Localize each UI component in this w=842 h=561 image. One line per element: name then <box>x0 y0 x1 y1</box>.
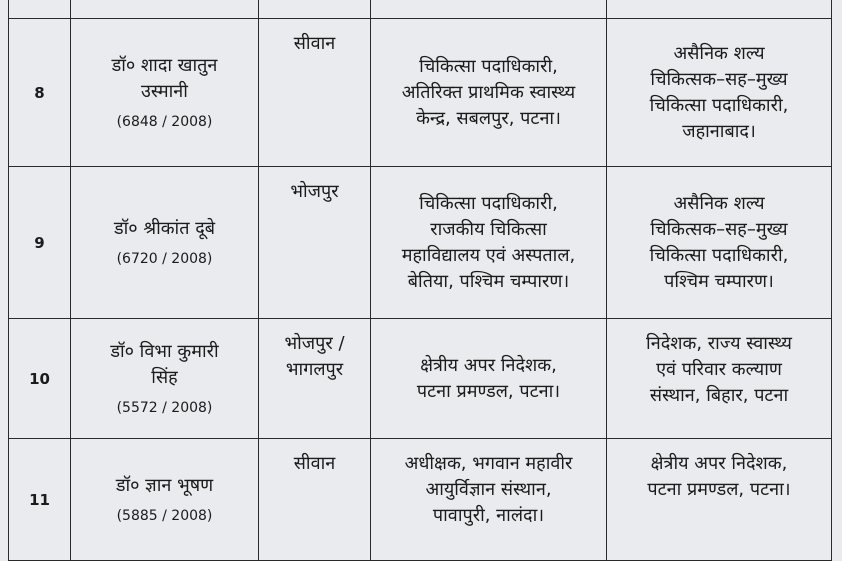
current-post-line: महाविद्यालय एवं अस्पताल, <box>401 244 576 266</box>
current-post-line: अतिरिक्त प्राथमिक स्वास्थ्य <box>401 81 576 103</box>
serial-number: 10 <box>9 319 71 439</box>
transfer-table <box>8 0 832 561</box>
current-post-line: आयुर्विज्ञान संस्थान, <box>425 479 552 500</box>
serial-number: 9 <box>9 167 71 319</box>
current-post-line: पटना प्रमण्डल, पटना। <box>416 380 561 402</box>
table-row <box>9 167 832 319</box>
current-post-cell <box>371 167 607 319</box>
officer-name-cell <box>71 439 259 561</box>
registration-number: (5572 / 2008) <box>116 399 213 416</box>
district-line: भोजपुर / <box>284 333 345 354</box>
new-post-line: क्षेत्रीय अपर निदेशक, <box>650 453 788 474</box>
current-post-cell <box>371 319 607 439</box>
home-district-cell <box>259 19 371 167</box>
new-post-line: चिकित्सा पदाधिकारी, <box>649 244 789 266</box>
home-district-cell <box>259 167 371 319</box>
current-post-line: पावापुरी, नालंदा। <box>432 505 545 526</box>
new-post-cell <box>607 19 832 167</box>
officer-name-line: सिंह <box>151 366 178 388</box>
officer-name-line: डॉ० शादा खातुन <box>111 54 218 76</box>
officer-name-line: उस्मानी <box>141 80 188 102</box>
district-line: भोजपुर <box>290 181 339 202</box>
home-district-cell <box>259 319 371 439</box>
registration-number: (6720 / 2008) <box>116 250 213 267</box>
table-row <box>9 439 832 561</box>
district-line: भागलपुर <box>285 359 344 380</box>
new-post-line: असैनिक शल्य <box>673 42 765 64</box>
officer-name-line: डॉ० ज्ञान भूषण <box>115 474 214 496</box>
officer-name-line: डॉ० विभा कुमारी <box>110 340 219 362</box>
serial-number: 11 <box>9 439 71 561</box>
table-row-top-stub <box>9 0 832 19</box>
table-row <box>9 19 832 167</box>
new-post-line: जहानाबाद। <box>682 120 756 142</box>
current-post-cell <box>371 439 607 561</box>
new-post-cell <box>607 439 832 561</box>
current-post-cell <box>371 19 607 167</box>
current-post-line: चिकित्सा पदाधिकारी, <box>419 55 558 77</box>
new-post-line: चिकित्सक–सह–मुख्य <box>650 68 788 90</box>
home-district-cell <box>259 439 371 561</box>
new-post-line: संस्थान, बिहार, पटना <box>649 385 789 406</box>
serial-number: 8 <box>9 19 71 167</box>
table-row <box>9 319 832 439</box>
new-post-line: पश्चिम चम्पारण। <box>664 270 774 292</box>
new-post-line: चिकित्सक–सह–मुख्य <box>650 218 788 240</box>
registration-number: (5885 / 2008) <box>116 507 213 524</box>
current-post-line: क्षेत्रीय अपर निदेशक, <box>420 354 557 376</box>
new-post-line: असैनिक शल्य <box>673 192 765 214</box>
officer-name-cell <box>71 319 259 439</box>
new-post-cell <box>607 319 832 439</box>
district-line: सीवान <box>293 453 336 474</box>
current-post-line: अधीक्षक, भगवान महावीर <box>404 453 573 474</box>
officer-name-cell <box>71 167 259 319</box>
current-post-line: चिकित्सा पदाधिकारी, <box>419 192 558 214</box>
new-post-line: एवं परिवार कल्याण <box>656 359 782 380</box>
new-post-line: पटना प्रमण्डल, पटना। <box>647 479 791 500</box>
current-post-line: बेतिया, पश्चिम चम्पारण। <box>407 270 570 292</box>
new-post-line: चिकित्सा पदाधिकारी, <box>649 94 789 116</box>
registration-number: (6848 / 2008) <box>116 113 213 130</box>
district-line: सीवान <box>293 33 336 54</box>
current-post-line: राजकीय चिकित्सा <box>430 218 547 240</box>
new-post-cell <box>607 167 832 319</box>
officer-name-line: डॉ० श्रीकांत दूबे <box>113 217 216 239</box>
current-post-line: केन्द्र, सबलपुर, पटना। <box>416 107 561 129</box>
new-post-line: निदेशक, राज्य स्वास्थ्य <box>646 333 792 354</box>
officer-name-cell <box>71 19 259 167</box>
